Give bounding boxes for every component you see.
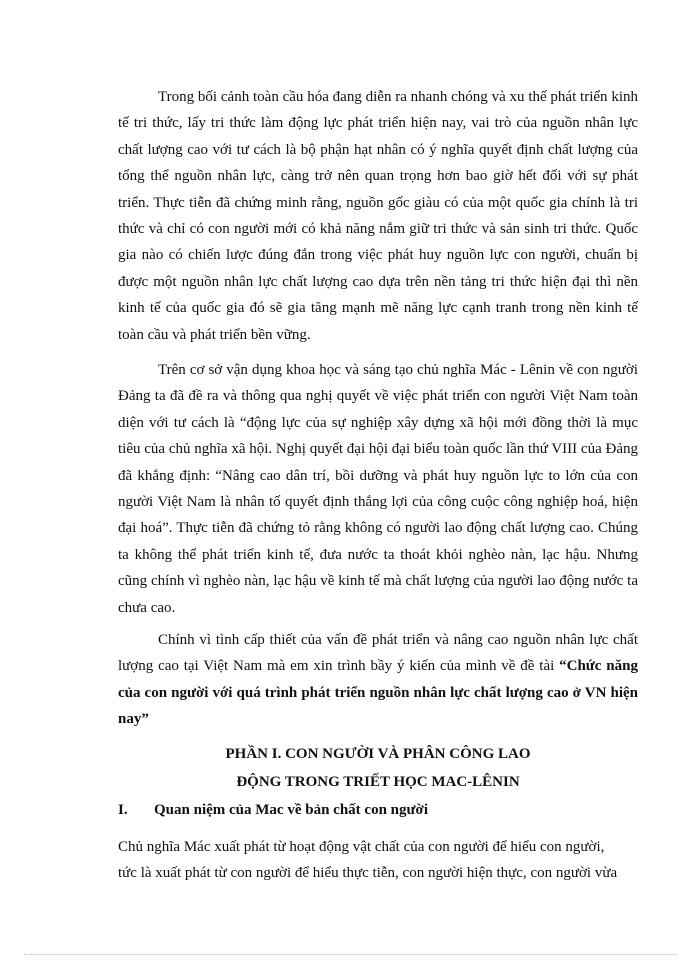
- section-heading: [118, 802, 638, 819]
- topic-title: “Chức năng của con người với quá trình phát triển nguồn nhân lực chất lượng cao ở VN hiện nay”: [118, 658, 638, 728]
- section-number: I.: [118, 802, 128, 818]
- intro-paragraph: Trong bối cảnh toàn cầu hóa đang diễn ra nhanh chóng và xu thế phát triển kinh tế tri thức, lấy tri thức làm động lực phát triển hiện nay, vai trò của nguồn nhân lực chất lượng cao với tư cách là bộ phận hạt nhân có ý nghĩa quyết định chất lượng của tổng thể nguồn nhân lực, càng trở nên quan trọng hơn bao giờ hết đối với sự phát triển. Thực tiễn đã chứng minh rằng, nguồn gốc giàu có của một quốc gia chính là tri thức và chỉ có con người mới có khả năng nắm giữ tri thức và sản sinh tri thức. Quốc gia nào có chiến lược đúng đắn trong việc phát huy nguồn lực con người, chuẩn bị được một nguồn nhân lực chất lượng cao dựa trên nền tảng tri thức hiện đại thì nền kinh tế của quốc gia đó sẽ gia tăng mạnh mẽ năng lực cạnh tranh trong nền kinh tế toàn cầu và phát triển bền vững.: [118, 89, 638, 343]
- section-body-line-1: Chủ nghĩa Mác xuất phát từ hoạt động vật chất của con người để hiểu con người,: [118, 839, 605, 855]
- part-heading-line-1: PHẦN I. CON NGƯỜI VÀ PHÂN CÔNG LAO: [225, 746, 531, 762]
- part-heading: [118, 740, 638, 796]
- topic-intro-text: Chính vì tình cấp thiết của vấn đề phát triển và nâng cao nguồn nhân lực chất lượng cao tại Việt Nam mà em xin trình bầy ý kiến của mình về đề tài: [118, 632, 638, 675]
- section-title: Quan niệm của Mac về bản chất con người: [154, 802, 428, 818]
- section-body: [118, 834, 638, 886]
- page-bottom-divider: [24, 954, 676, 955]
- topic-paragraph: [118, 627, 638, 733]
- part-heading-line-2: ĐỘNG TRONG TRIẾT HỌC MAC-LÊNIN: [236, 774, 520, 790]
- section-body-line-2: tức là xuất phát từ con người để hiểu thực tiễn, con người hiện thực, con người vừa: [118, 865, 618, 881]
- party-resolution-paragraph: Trên cơ sở vận dụng khoa học và sáng tạo chủ nghĩa Mác - Lênin về con người Đảng ta đã đề ra và thông qua nghị quyết về việc phát triển con người Việt Nam toàn diện với tư cách là “động lực của sự nghiệp xây dựng xã hội mới đồng thời là mục tiêu của chủ nghĩa xã hội. Nghị quyết đại hội đại biểu toàn quốc lần thứ VIII của Đảng đã khẳng định: “Nâng cao dân trí, bồi dưỡng và phát huy nguồn lực to lớn của con người Việt Nam là nhân tố quyết định thắng lợi của công cuộc công nghiệp hoá, hiện đại hoá”. Thực tiễn đã chứng tỏ rằng không có người lao động chất lượng cao. Chúng ta không thể phát triển kinh tế, đưa nước ta thoát khỏi nghèo nàn, lạc hậu. Nhưng cũng chính vì nghèo nàn, lạc hậu về kinh tế mà chất lượng của người lao động nước ta chưa cao.: [118, 362, 638, 616]
